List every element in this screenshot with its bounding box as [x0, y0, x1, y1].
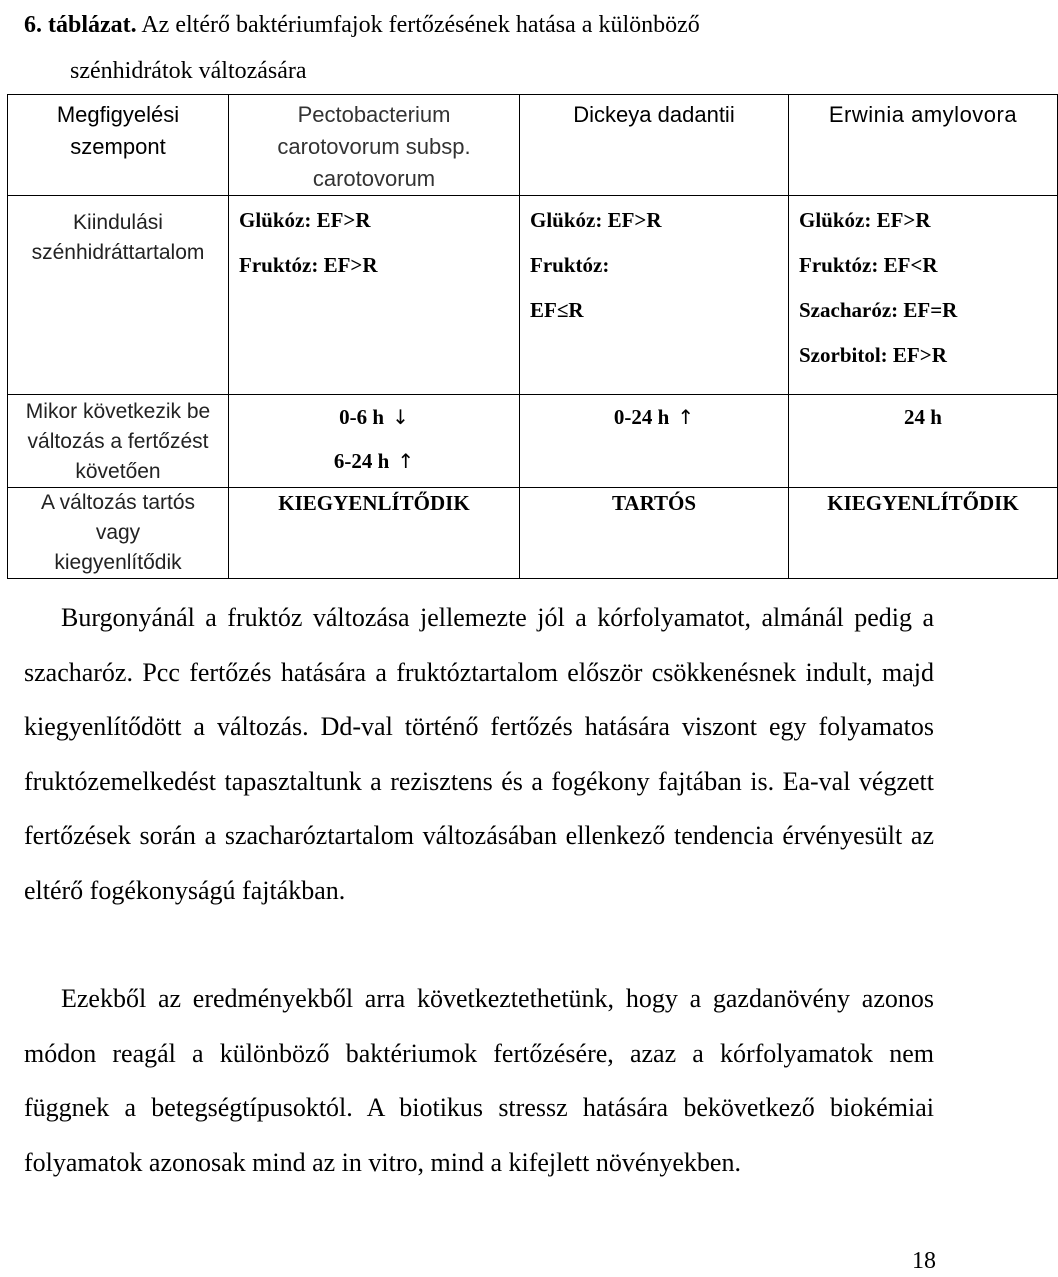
page-number: 18 — [912, 1248, 936, 1274]
initial-row — [8, 196, 1058, 395]
pcc-fructose: Fruktóz: EF>R — [239, 253, 378, 277]
caption-text-1: Az eltérő baktériumfajok fertőzésének hatása a különböző — [141, 12, 700, 38]
cell-persist-pcc: KIEGYENLÍTŐDIK — [229, 488, 520, 579]
timing-row — [8, 395, 1058, 488]
cell-timing-dd — [520, 395, 789, 488]
header-pcc: Pectobacterium carotovorum subsp. carotovorum — [229, 95, 520, 196]
paragraph-1-text: Burgonyánál a fruktóz változása jellemezte jól a kórfolyamatot, almánál pedig a szacharóz. Pcc fertőzés hatására a fruktóztartalom először csökkenésnek indult, majd kiegyenlítődött a változás. Dd-val történő fertőzés hatására viszont egy folyamatos fruktózemelkedést tapasztaltunk a rezisztens és a fogékony fajtában is. Ea-val végzett fertőzések során a szacharóztartalom változásában ellenkező tendencia érvényesült az eltérő fogékonyságú fajtákban. — [24, 603, 934, 905]
paragraph-2-text: Ezekből az eredményekből arra következtethetünk, hogy a gazdanövény azonos módon reagál a különböző baktériumok fertőzésére, azaz a kórfolyamatok nem függnek a betegségtípusoktól. A biotikus stressz hatására bekövetkező biokémiai folyamatok azonosak mind az in vitro, mind a kifejlett növényekben. — [24, 984, 934, 1177]
caption-text-2: szénhidrátok változására — [70, 58, 307, 84]
cell-initial-pcc — [229, 196, 520, 395]
header-ea: Erwinia amylovora — [789, 95, 1058, 196]
paragraph-1 — [24, 591, 934, 918]
up-arrow-icon: ↑ — [397, 449, 415, 473]
dd-timing: 0-24 h — [613, 405, 670, 429]
pcc-timing-2: 6-24 h — [333, 449, 390, 473]
header-dd: Dickeya dadantii — [520, 95, 789, 196]
down-arrow-icon: ↓ — [392, 405, 409, 429]
pcc-glucose: Glükóz: EF>R — [239, 208, 371, 232]
header-row — [8, 95, 1058, 196]
table-number: 6. táblázat. — [24, 12, 137, 38]
label-timing: Mikor következik be változás a fertőzést követően — [8, 395, 229, 488]
ea-fructose: Fruktóz: EF<R — [799, 253, 938, 277]
cell-timing-pcc — [229, 395, 520, 488]
label-initial: Kiindulási szénhidráttartalom — [8, 196, 229, 395]
ea-sucrose: Szacharóz: EF=R — [799, 298, 958, 322]
cell-persist-dd: TARTÓS — [520, 488, 789, 579]
cell-timing-ea: 24 h — [789, 395, 1058, 488]
header-observation: Megfigyelési szempont — [8, 95, 229, 196]
ea-sorbitol: Szorbitol: EF>R — [799, 343, 947, 367]
cell-initial-ea — [789, 196, 1058, 395]
ea-glucose: Glükóz: EF>R — [799, 208, 931, 232]
dd-fructose: Fruktóz: — [530, 253, 610, 277]
cell-initial-dd — [520, 196, 789, 395]
table-caption — [24, 0, 944, 96]
cell-persist-ea: KIEGYENLÍTŐDIK — [789, 488, 1058, 579]
persist-row — [8, 488, 1058, 579]
dd-fructose-value: EF≤R — [530, 298, 584, 322]
dd-glucose: Glükóz: EF>R — [530, 208, 662, 232]
paragraph-2 — [24, 972, 934, 1190]
pcc-timing-1: 0-6 h — [339, 405, 385, 429]
label-persist: A változás tartós vagy kiegyenlítődik — [8, 488, 229, 579]
up-arrow-icon: ↑ — [677, 405, 695, 429]
results-table — [7, 94, 1058, 579]
